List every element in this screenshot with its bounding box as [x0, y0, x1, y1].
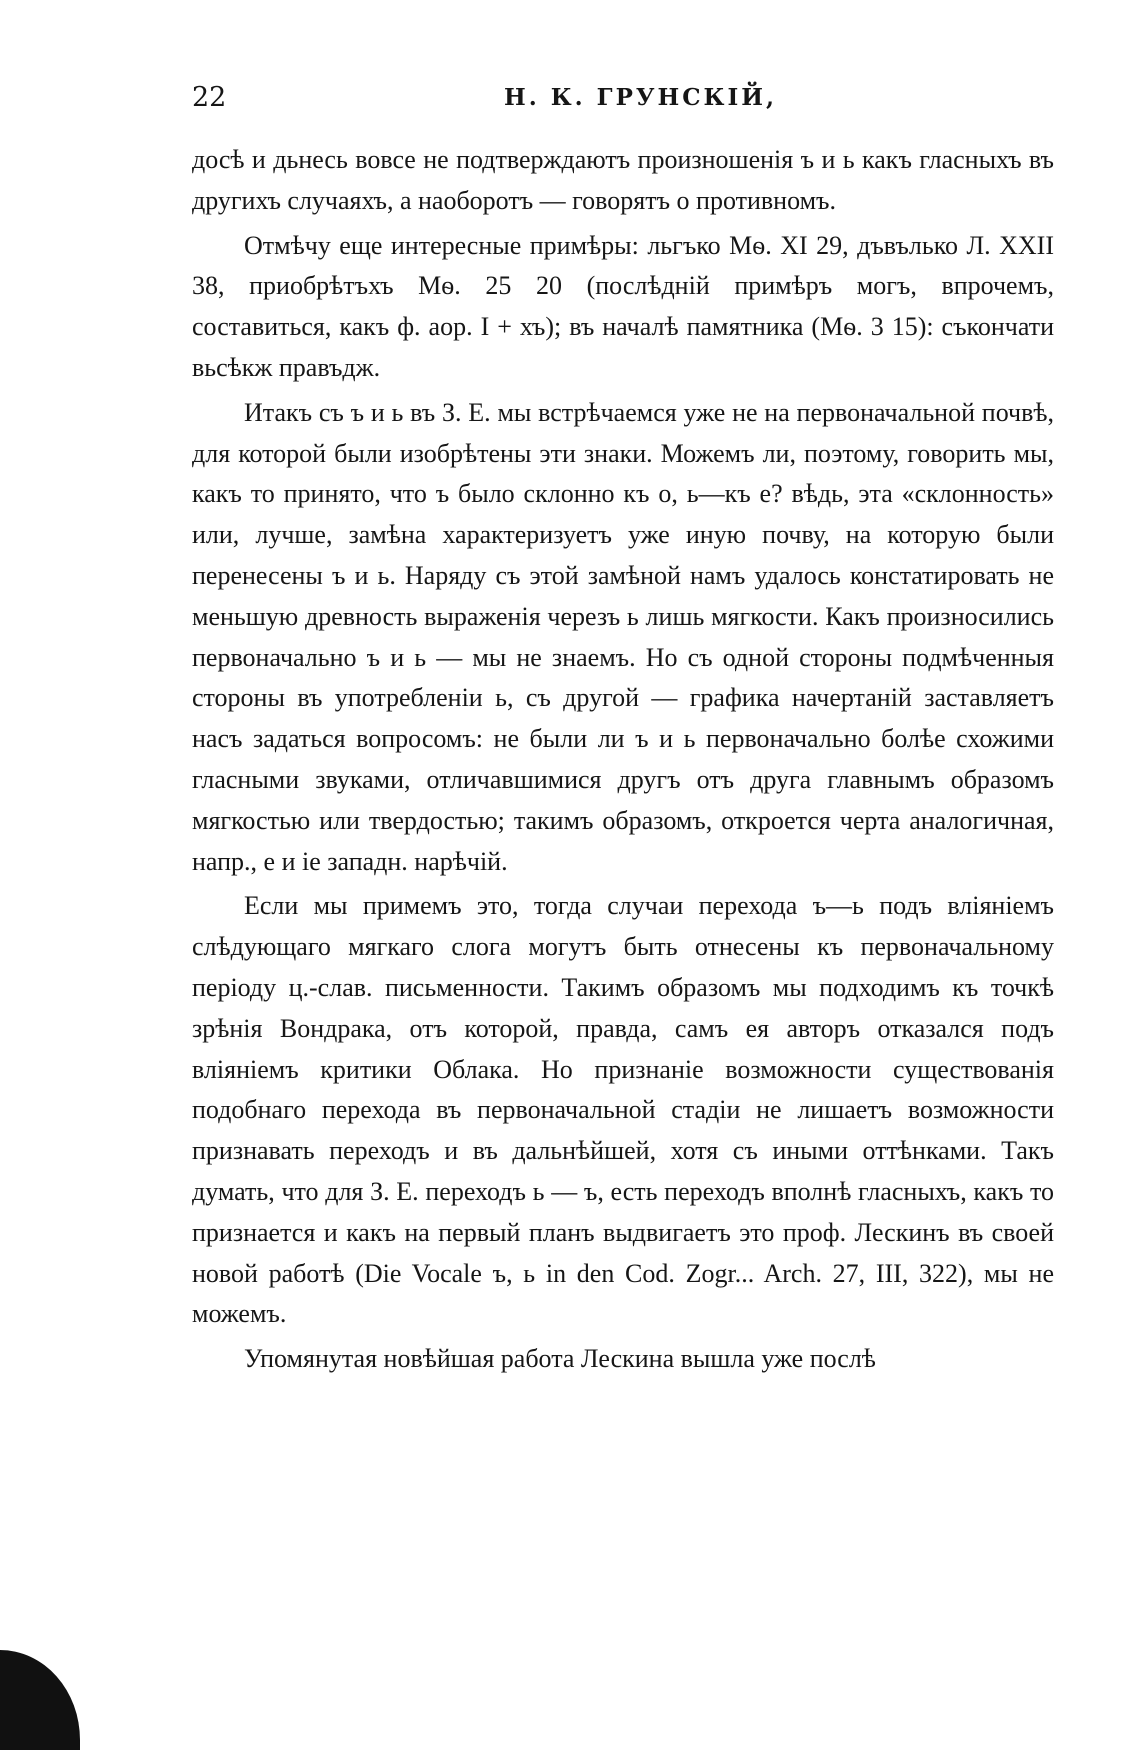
page-header	[192, 74, 1052, 124]
running-head: Н. К. ГРУНСКІЙ,	[504, 84, 777, 111]
paragraph-examples: Отмѣчу еще интересные примѣры: льгъко Мѳ. XI 29, дъвълько Л. XXII 38, приобрѣтъхъ Мѳ. 25 20 (послѣдній примѣръ могъ, впрочемъ, составиться, какъ ф. аор. I + хъ); въ началѣ памятника (Мѳ. 3 15): съкончати вьсѣкж правъдж.	[192, 230, 1054, 382]
paragraph-final-line: Упомянутая новѣйшая работа Лескина вышла уже послѣ	[244, 1344, 876, 1374]
paragraph-analysis: Итакъ съ ъ и ь въ З. Е. мы встрѣчаемся уже не на первоначальной почвѣ, для которой были изобрѣтены эти знаки. Можемъ ли, поэтому, говорить мы, какъ то принято, что ъ было склонно къ о, ь—къ е? вѣдь, эта «склонность» или, лучше, замѣна характеризуетъ уже иную почву, на которую были перенесены ъ и ь. Наряду съ этой замѣной намъ удалось констатировать не меньшую древность выраженія черезъ ь лишь мягкости. Какъ произносились первоначально ъ и ь — мы не знаемъ. Но съ одной стороны подмѣченныя стороны въ употребленіи ь, съ другой — графика начертаній заставляетъ насъ задаться вопросомъ: не были ли ъ и ь первоначально болѣе схожими гласными звуками, отличавшимися другъ отъ друга главнымъ образомъ мягкостью или твердостью; такимъ образомъ, откроется черта аналогичная, напр., е и іе западн. нарѣчій.	[192, 397, 1054, 876]
paragraph-continuation: досѣ и дьнесь вовсе не подтверждаютъ произношенія ъ и ь какъ гласныхъ въ другихъ случаяхъ, а наоборотъ — говорятъ о противномъ.	[192, 145, 1054, 215]
body-text	[192, 140, 1054, 1380]
page-number: 22	[192, 82, 227, 113]
scan-blot	[0, 1650, 80, 1750]
paragraph-transition: Если мы примемъ это, тогда случаи перехода ъ—ь подъ вліяніемъ слѣдующаго мягкаго слога могутъ быть отнесены къ первоначальному періоду ц.-слав. письменности. Такимъ образомъ мы подходимъ къ точкѣ зрѣнія Вондрака, отъ которой, правда, самъ ея авторъ отказался подъ вліяніемъ критики Облака. Но признаніе возможности существованія подобнаго перехода въ первоначальной стадіи не лишаетъ возможности признавать переходъ и въ дальнѣйшей, хотя съ иными оттѣнками. Такъ думать, что для З. Е. переходъ ь — ъ, есть переходъ вполнѣ гласныхъ, какъ то признается и какъ на первый планъ выдвигаетъ это проф. Лескинъ въ своей новой работѣ (Die Vocale ъ, ь in den Cod. Zogr... Arch. 27, III, 322), мы не можемъ.	[192, 891, 1055, 1329]
